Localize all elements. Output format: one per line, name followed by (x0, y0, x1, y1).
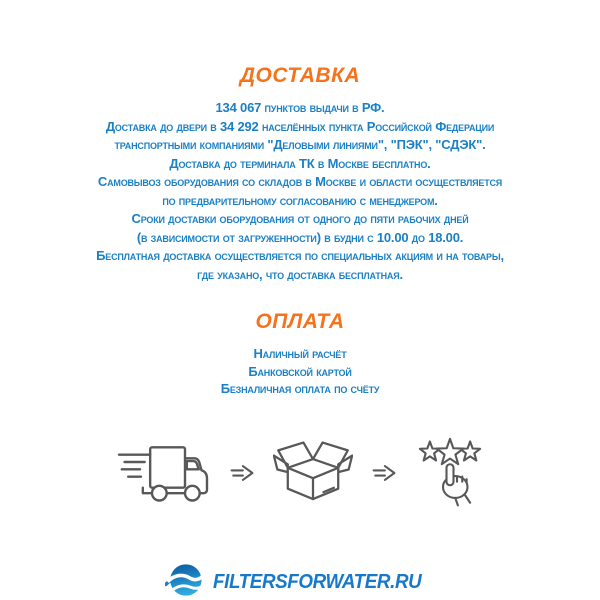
rating-stars-hand-icon (415, 432, 485, 514)
delivery-line: Сроки доставки оборудования от одного до пяти рабочих дней (131, 211, 469, 226)
delivery-section-title: ДОСТАВКА (239, 64, 361, 87)
delivery-line: Самовывоз оборудования со складов в Москве и области осуществляется (97, 174, 503, 189)
delivery-line: транспортными компаниями "Деловыми линиями", "ПЭК", "СДЭК". (114, 137, 486, 152)
payment-line: Безналичная оплата по счёту (220, 381, 380, 396)
delivery-line: Доставка до терминала ТК в Москве бесплатно. (169, 155, 431, 171)
delivery-text-block (0, 99, 600, 284)
water-wave-globe-icon (165, 560, 205, 600)
process-icons-row (0, 430, 600, 516)
delivery-line: Бесплатная доставка осуществляется по специальных акциям и на товары, (96, 248, 504, 263)
arrow-right-icon (229, 462, 255, 484)
delivery-line: 134 067 пунктов выдачи в РФ. (215, 100, 385, 115)
payment-line: Банковской картой (248, 363, 352, 379)
delivery-line: по предварительному согласованию с менеджером. (162, 192, 438, 208)
payment-line: Наличный расчёт (253, 346, 347, 361)
site-logo[interactable] (0, 560, 600, 600)
delivery-line: где указано, что доставка бесплатная. (197, 266, 403, 282)
logo-text: FILTERSFORWATER.RU (213, 570, 422, 593)
delivery-line: (в зависимости от загруженности) в будни с 10.00 до 18.00. (136, 229, 464, 245)
arrow-right-icon (371, 462, 397, 484)
open-box-icon (273, 432, 353, 514)
delivery-truck-icon (115, 440, 211, 506)
payment-section-title: ОПЛАТА (255, 310, 345, 333)
payment-text-block (0, 345, 600, 398)
delivery-line: Доставка до двери в 34 292 населённых пункта Российской Федерации (105, 118, 495, 134)
